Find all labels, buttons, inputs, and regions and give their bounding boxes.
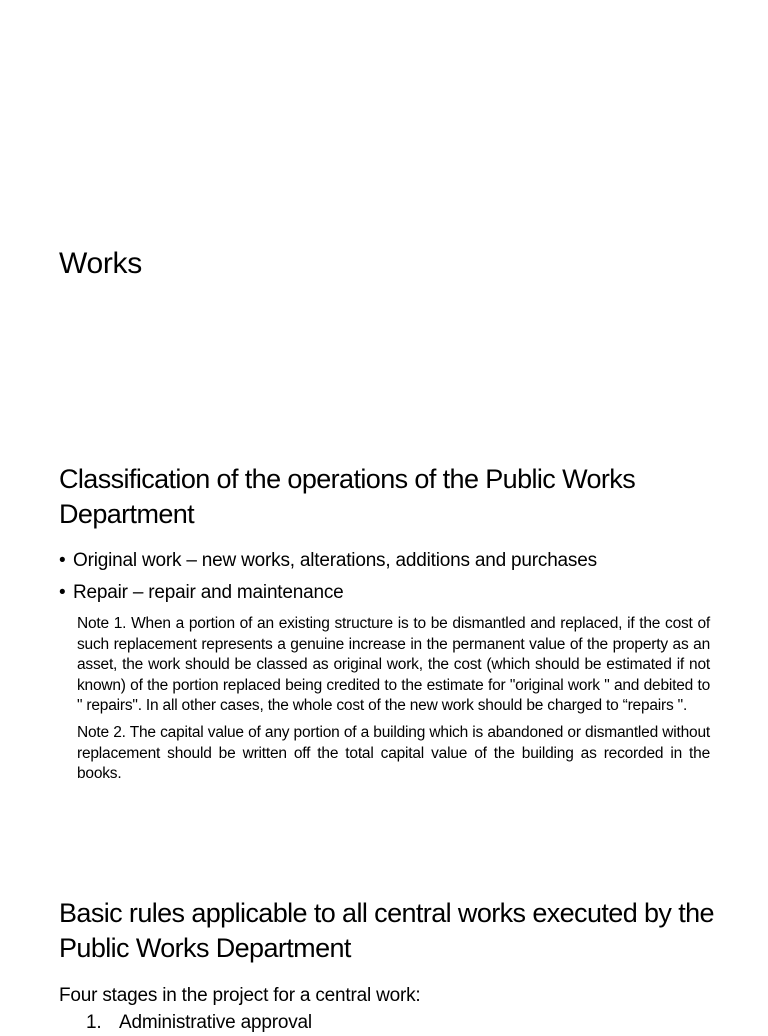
note-2: Note 2. The capital value of any portion of a building which is abandoned or dismantled without replacement should be written off the total capital value of the building as recorded in the books. <box>77 723 710 783</box>
basic-rules-heading: Basic rules applicable to all central works executed by the Public Works Department <box>59 898 714 963</box>
notes-block <box>77 614 710 791</box>
slide-title: Works <box>59 247 142 280</box>
stage-item <box>86 1010 312 1036</box>
stages-intro: Four stages in the project for a central work: <box>59 985 421 1006</box>
bullet-dot-icon: • <box>59 550 66 571</box>
bullet-text: Repair – repair and maintenance <box>73 582 344 603</box>
stages-list <box>86 1010 312 1036</box>
stage-number: 1. <box>86 1012 102 1033</box>
bullet-dot-icon: • <box>59 582 66 603</box>
stage-label: Administrative approval <box>119 1012 312 1033</box>
bullet-text: Original work – new works, alterations, additions and purchases <box>73 550 597 571</box>
classification-bullet-list <box>59 548 739 612</box>
note-1: Note 1. When a portion of an existing structure is to be dismantled and replaced, if the cost of such replacement represents a genuine increase in the permanent value of the property as an asset, the work should be classed as original work, the cost (which should be estimated if not known) of the portion replaced being credited to the estimate for "original work " and debited to " repairs". In all other cases, the whole cost of the new work should be charged to “repairs ". <box>77 615 710 715</box>
bullet-repair <box>59 580 739 606</box>
bullet-original-work <box>59 548 739 574</box>
classification-heading: Classification of the operations of the Public Works Department <box>59 464 636 529</box>
